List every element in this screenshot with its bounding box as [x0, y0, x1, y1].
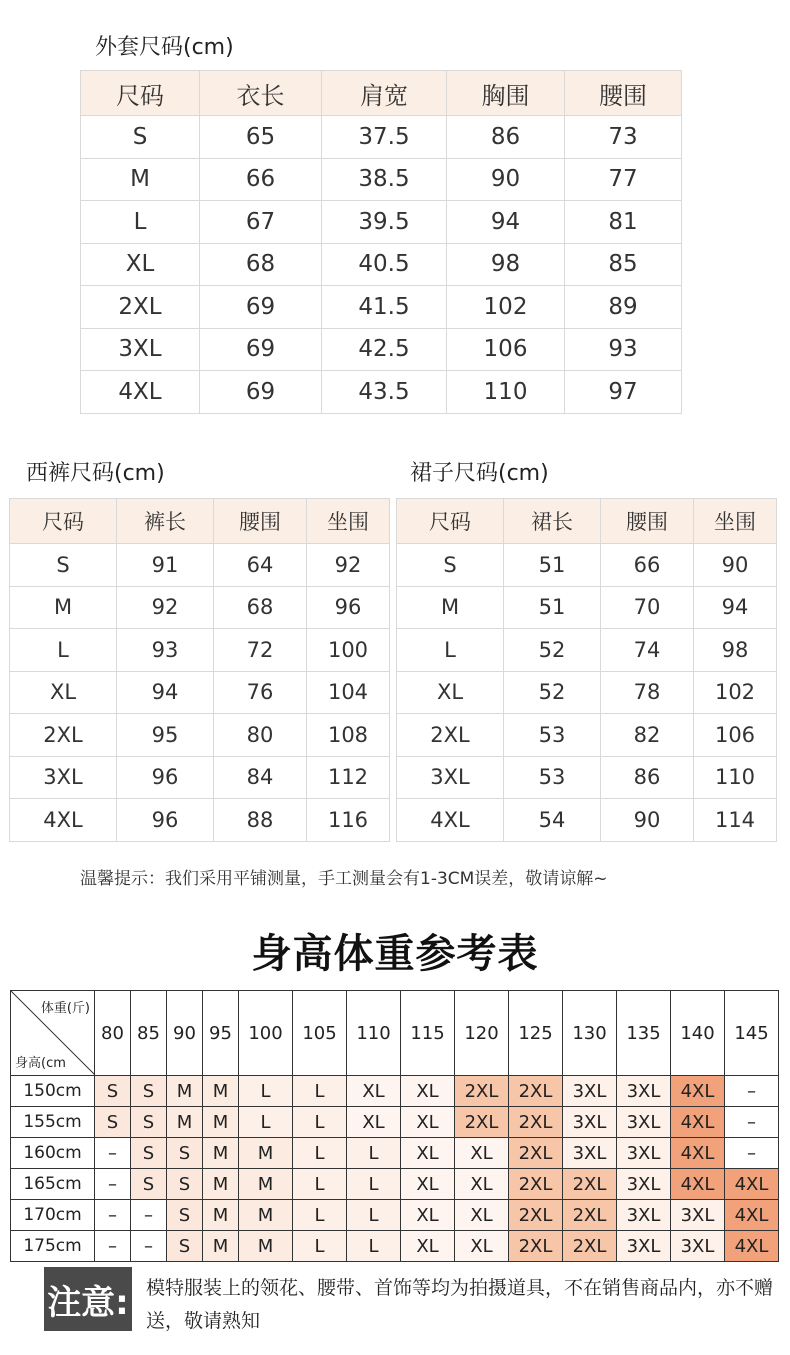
size-cell: S	[131, 1107, 167, 1138]
skirt-size-table	[396, 498, 777, 842]
size-cell: 2XL	[509, 1169, 563, 1200]
table-cell: 94	[117, 671, 214, 714]
size-cell: –	[131, 1231, 167, 1262]
table-cell: 53	[504, 714, 601, 757]
size-cell: M	[239, 1231, 293, 1262]
weight-header-cell: 130	[563, 991, 617, 1076]
skirt-header-cell: 尺码	[397, 499, 504, 544]
size-cell: 4XL	[671, 1169, 725, 1200]
table-cell: 67	[200, 201, 322, 244]
table-row	[10, 629, 390, 672]
table-row	[397, 799, 777, 842]
size-cell: L	[347, 1169, 401, 1200]
table-cell: L	[10, 629, 117, 672]
size-cell: S	[167, 1200, 203, 1231]
table-row	[397, 629, 777, 672]
table-row	[397, 671, 777, 714]
table-cell: 112	[307, 756, 390, 799]
table-cell: 69	[200, 286, 322, 329]
table-cell: M	[397, 586, 504, 629]
corner-cell	[11, 991, 95, 1076]
table-cell: 94	[694, 586, 777, 629]
table-cell: 68	[200, 243, 322, 286]
table-cell: 72	[214, 629, 307, 672]
measurement-tip: 温馨提示：我们采用平铺测量，手工测量会有1-3CM误差，敬请谅解~	[80, 869, 608, 889]
table-cell: 70	[601, 586, 694, 629]
size-cell: 4XL	[671, 1107, 725, 1138]
size-cell: 2XL	[509, 1200, 563, 1231]
pants-table-body	[10, 544, 390, 842]
table-cell: S	[10, 544, 117, 587]
size-cell: 3XL	[617, 1076, 671, 1107]
height-weight-table	[10, 990, 779, 1262]
size-cell: 3XL	[617, 1107, 671, 1138]
size-cell: 3XL	[617, 1169, 671, 1200]
size-cell: L	[347, 1200, 401, 1231]
table-cell: 69	[200, 371, 322, 414]
size-cell: 4XL	[671, 1076, 725, 1107]
height-label-cell: 160cm	[11, 1138, 95, 1169]
table-cell: 40.5	[322, 243, 447, 286]
table-row	[81, 286, 682, 329]
weight-header-cell: 80	[95, 991, 131, 1076]
table-row	[10, 671, 390, 714]
table-row	[11, 1200, 779, 1231]
weight-header-cell: 95	[203, 991, 239, 1076]
corner-height-label: 身高(cm	[15, 1056, 66, 1071]
table-cell: L	[81, 201, 200, 244]
skirt-header-cell: 坐围	[694, 499, 777, 544]
height-label-cell: 155cm	[11, 1107, 95, 1138]
size-cell: L	[347, 1138, 401, 1169]
table-cell: 84	[214, 756, 307, 799]
size-cell: 4XL	[725, 1231, 779, 1262]
jacket-header-cell: 胸围	[447, 71, 565, 116]
table-cell: 2XL	[10, 714, 117, 757]
size-cell: XL	[455, 1200, 509, 1231]
size-cell: M	[239, 1138, 293, 1169]
size-cell: L	[293, 1076, 347, 1107]
jacket-table-body	[81, 116, 682, 414]
note-text: 模特服装上的领花、腰带、首饰等均为拍摄道具，不在销售商品内，亦不赠送，敬请熟知	[146, 1277, 774, 1332]
reference-title: 身高体重参考表	[251, 931, 539, 977]
table-cell: 104	[307, 671, 390, 714]
size-cell: S	[167, 1138, 203, 1169]
table-cell: 51	[504, 544, 601, 587]
size-cell: 3XL	[563, 1107, 617, 1138]
size-cell: M	[167, 1076, 203, 1107]
weight-header-cell: 140	[671, 991, 725, 1076]
size-cell: –	[725, 1076, 779, 1107]
table-cell: 53	[504, 756, 601, 799]
table-row	[10, 586, 390, 629]
size-cell: XL	[401, 1138, 455, 1169]
table-cell: 90	[694, 544, 777, 587]
height-label-cell: 165cm	[11, 1169, 95, 1200]
size-cell: –	[131, 1200, 167, 1231]
size-cell: S	[167, 1231, 203, 1262]
table-cell: 3XL	[81, 328, 200, 371]
size-cell: L	[293, 1138, 347, 1169]
size-cell: L	[293, 1169, 347, 1200]
table-cell: 4XL	[397, 799, 504, 842]
table-row	[10, 799, 390, 842]
table-cell: 96	[307, 586, 390, 629]
height-label-cell: 150cm	[11, 1076, 95, 1107]
table-cell: 42.5	[322, 328, 447, 371]
table-cell: 102	[447, 286, 565, 329]
size-cell: M	[203, 1231, 239, 1262]
weight-header-cell: 115	[401, 991, 455, 1076]
size-cell: M	[203, 1076, 239, 1107]
size-cell: M	[203, 1200, 239, 1231]
size-cell: 4XL	[725, 1200, 779, 1231]
table-cell: 93	[565, 328, 682, 371]
size-cell: –	[95, 1169, 131, 1200]
size-cell: 2XL	[563, 1231, 617, 1262]
table-cell: 66	[200, 158, 322, 201]
weight-header-cell: 110	[347, 991, 401, 1076]
size-cell: S	[167, 1169, 203, 1200]
table-row	[81, 116, 682, 159]
table-cell: 98	[694, 629, 777, 672]
table-cell: 86	[447, 116, 565, 159]
height-label-cell: 175cm	[11, 1231, 95, 1262]
jacket-table-header	[81, 71, 682, 116]
table-cell: 68	[214, 586, 307, 629]
pants-size-table	[9, 498, 390, 842]
pants-header-cell: 坐围	[307, 499, 390, 544]
weight-header-cell: 100	[239, 991, 293, 1076]
size-cell: 2XL	[563, 1200, 617, 1231]
table-cell: 90	[601, 799, 694, 842]
table-cell: 41.5	[322, 286, 447, 329]
table-cell: 78	[601, 671, 694, 714]
table-cell: 90	[447, 158, 565, 201]
size-cell: XL	[455, 1231, 509, 1262]
table-row	[11, 1107, 779, 1138]
table-cell: 88	[214, 799, 307, 842]
table-cell: 92	[307, 544, 390, 587]
table-cell: 3XL	[10, 756, 117, 799]
skirt-table-body	[397, 544, 777, 842]
size-cell: –	[95, 1231, 131, 1262]
table-cell: 106	[447, 328, 565, 371]
table-cell: XL	[397, 671, 504, 714]
size-cell: M	[203, 1107, 239, 1138]
size-cell: –	[725, 1107, 779, 1138]
table-cell: 92	[117, 586, 214, 629]
size-cell: 4XL	[725, 1169, 779, 1200]
table-row	[10, 544, 390, 587]
table-row	[81, 371, 682, 414]
table-cell: 52	[504, 629, 601, 672]
size-cell: 2XL	[455, 1076, 509, 1107]
table-cell: 4XL	[81, 371, 200, 414]
table-cell: 52	[504, 671, 601, 714]
size-cell: 3XL	[563, 1138, 617, 1169]
size-cell: 3XL	[617, 1231, 671, 1262]
table-row	[10, 714, 390, 757]
weight-header-row	[11, 991, 779, 1076]
weight-header-cell: 105	[293, 991, 347, 1076]
table-cell: 100	[307, 629, 390, 672]
table-cell: 96	[117, 799, 214, 842]
size-cell: 2XL	[509, 1107, 563, 1138]
size-cell: XL	[401, 1200, 455, 1231]
size-cell: 2XL	[563, 1169, 617, 1200]
table-cell: 4XL	[10, 799, 117, 842]
table-cell: S	[397, 544, 504, 587]
table-cell: 93	[117, 629, 214, 672]
table-cell: 37.5	[322, 116, 447, 159]
size-cell: S	[131, 1138, 167, 1169]
reference-table-body	[11, 991, 779, 1262]
table-cell: 114	[694, 799, 777, 842]
table-cell: 97	[565, 371, 682, 414]
table-cell: 51	[504, 586, 601, 629]
note-badge: 注意:	[44, 1267, 132, 1331]
table-cell: 116	[307, 799, 390, 842]
table-cell: 102	[694, 671, 777, 714]
size-cell: S	[131, 1169, 167, 1200]
table-cell: 54	[504, 799, 601, 842]
jacket-header-cell: 衣长	[200, 71, 322, 116]
table-cell: 82	[601, 714, 694, 757]
table-cell: 43.5	[322, 371, 447, 414]
pants-header-row	[10, 499, 390, 544]
weight-header-cell: 85	[131, 991, 167, 1076]
size-cell: M	[239, 1200, 293, 1231]
size-cell: L	[293, 1200, 347, 1231]
table-cell: 106	[694, 714, 777, 757]
weight-header-cell: 120	[455, 991, 509, 1076]
table-cell: 64	[214, 544, 307, 587]
size-cell: XL	[401, 1076, 455, 1107]
pants-table-header	[10, 499, 390, 544]
pants-header-cell: 尺码	[10, 499, 117, 544]
table-cell: 74	[601, 629, 694, 672]
size-cell: –	[95, 1200, 131, 1231]
size-cell: 3XL	[671, 1231, 725, 1262]
table-cell: 91	[117, 544, 214, 587]
size-cell: M	[239, 1169, 293, 1200]
table-row	[11, 1169, 779, 1200]
jacket-title: 外套尺码(cm)	[95, 35, 234, 60]
table-cell: M	[81, 158, 200, 201]
size-cell: 2XL	[509, 1076, 563, 1107]
skirt-title: 裙子尺码(cm)	[410, 461, 549, 486]
table-row	[397, 756, 777, 799]
size-cell: 3XL	[671, 1200, 725, 1231]
table-cell: 85	[565, 243, 682, 286]
size-cell: –	[95, 1138, 131, 1169]
corner-weight-label: 体重(斤)	[40, 1001, 90, 1016]
size-cell: 4XL	[671, 1138, 725, 1169]
size-cell: S	[95, 1107, 131, 1138]
table-cell: 66	[601, 544, 694, 587]
table-cell: 3XL	[397, 756, 504, 799]
size-cell: M	[203, 1169, 239, 1200]
pants-header-cell: 裤长	[117, 499, 214, 544]
weight-header-cell: 145	[725, 991, 779, 1076]
size-cell: S	[95, 1076, 131, 1107]
table-cell: M	[10, 586, 117, 629]
table-cell: XL	[81, 243, 200, 286]
table-row	[397, 586, 777, 629]
table-cell: L	[397, 629, 504, 672]
table-cell: XL	[10, 671, 117, 714]
weight-header-cell: 90	[167, 991, 203, 1076]
size-cell: 2XL	[509, 1231, 563, 1262]
table-row	[397, 714, 777, 757]
size-cell: XL	[401, 1231, 455, 1262]
size-cell: L	[239, 1107, 293, 1138]
table-cell: 108	[307, 714, 390, 757]
table-cell: 69	[200, 328, 322, 371]
table-row	[11, 1231, 779, 1262]
table-cell: 39.5	[322, 201, 447, 244]
size-cell: 2XL	[455, 1107, 509, 1138]
weight-header-cell: 125	[509, 991, 563, 1076]
size-cell: M	[203, 1138, 239, 1169]
table-cell: S	[81, 116, 200, 159]
table-row	[10, 756, 390, 799]
table-cell: 80	[214, 714, 307, 757]
skirt-header-row	[397, 499, 777, 544]
size-cell: –	[725, 1138, 779, 1169]
jacket-size-table	[80, 70, 682, 414]
table-cell: 110	[694, 756, 777, 799]
size-cell: XL	[401, 1107, 455, 1138]
size-cell: XL	[455, 1169, 509, 1200]
weight-header-cell: 135	[617, 991, 671, 1076]
table-cell: 38.5	[322, 158, 447, 201]
size-cell: L	[293, 1231, 347, 1262]
size-cell: L	[293, 1107, 347, 1138]
height-label-cell: 170cm	[11, 1200, 95, 1231]
table-row	[397, 544, 777, 587]
pants-header-cell: 腰围	[214, 499, 307, 544]
table-row	[81, 201, 682, 244]
size-cell: 2XL	[509, 1138, 563, 1169]
table-cell: 110	[447, 371, 565, 414]
jacket-header-cell: 腰围	[565, 71, 682, 116]
size-cell: XL	[347, 1076, 401, 1107]
table-row	[11, 1076, 779, 1107]
pants-title: 西裤尺码(cm)	[26, 461, 165, 486]
skirt-header-cell: 裙长	[504, 499, 601, 544]
size-cell: XL	[401, 1169, 455, 1200]
size-cell: XL	[455, 1138, 509, 1169]
size-cell: M	[167, 1107, 203, 1138]
table-row	[81, 328, 682, 371]
size-cell: S	[131, 1076, 167, 1107]
size-cell: L	[347, 1231, 401, 1262]
table-cell: 2XL	[397, 714, 504, 757]
size-cell: 3XL	[617, 1138, 671, 1169]
table-cell: 77	[565, 158, 682, 201]
size-cell: 3XL	[617, 1200, 671, 1231]
table-cell: 2XL	[81, 286, 200, 329]
skirt-header-cell: 腰围	[601, 499, 694, 544]
jacket-header-cell: 肩宽	[322, 71, 447, 116]
table-cell: 81	[565, 201, 682, 244]
table-cell: 89	[565, 286, 682, 329]
size-cell: L	[239, 1076, 293, 1107]
table-row	[81, 158, 682, 201]
table-row	[11, 1138, 779, 1169]
size-cell: 3XL	[563, 1076, 617, 1107]
table-cell: 76	[214, 671, 307, 714]
skirt-table-header	[397, 499, 777, 544]
table-cell: 65	[200, 116, 322, 159]
jacket-header-cell: 尺码	[81, 71, 200, 116]
size-cell: XL	[347, 1107, 401, 1138]
jacket-header-row	[81, 71, 682, 116]
table-cell: 96	[117, 756, 214, 799]
table-cell: 94	[447, 201, 565, 244]
table-row	[81, 243, 682, 286]
table-cell: 98	[447, 243, 565, 286]
table-cell: 95	[117, 714, 214, 757]
table-cell: 86	[601, 756, 694, 799]
table-cell: 73	[565, 116, 682, 159]
